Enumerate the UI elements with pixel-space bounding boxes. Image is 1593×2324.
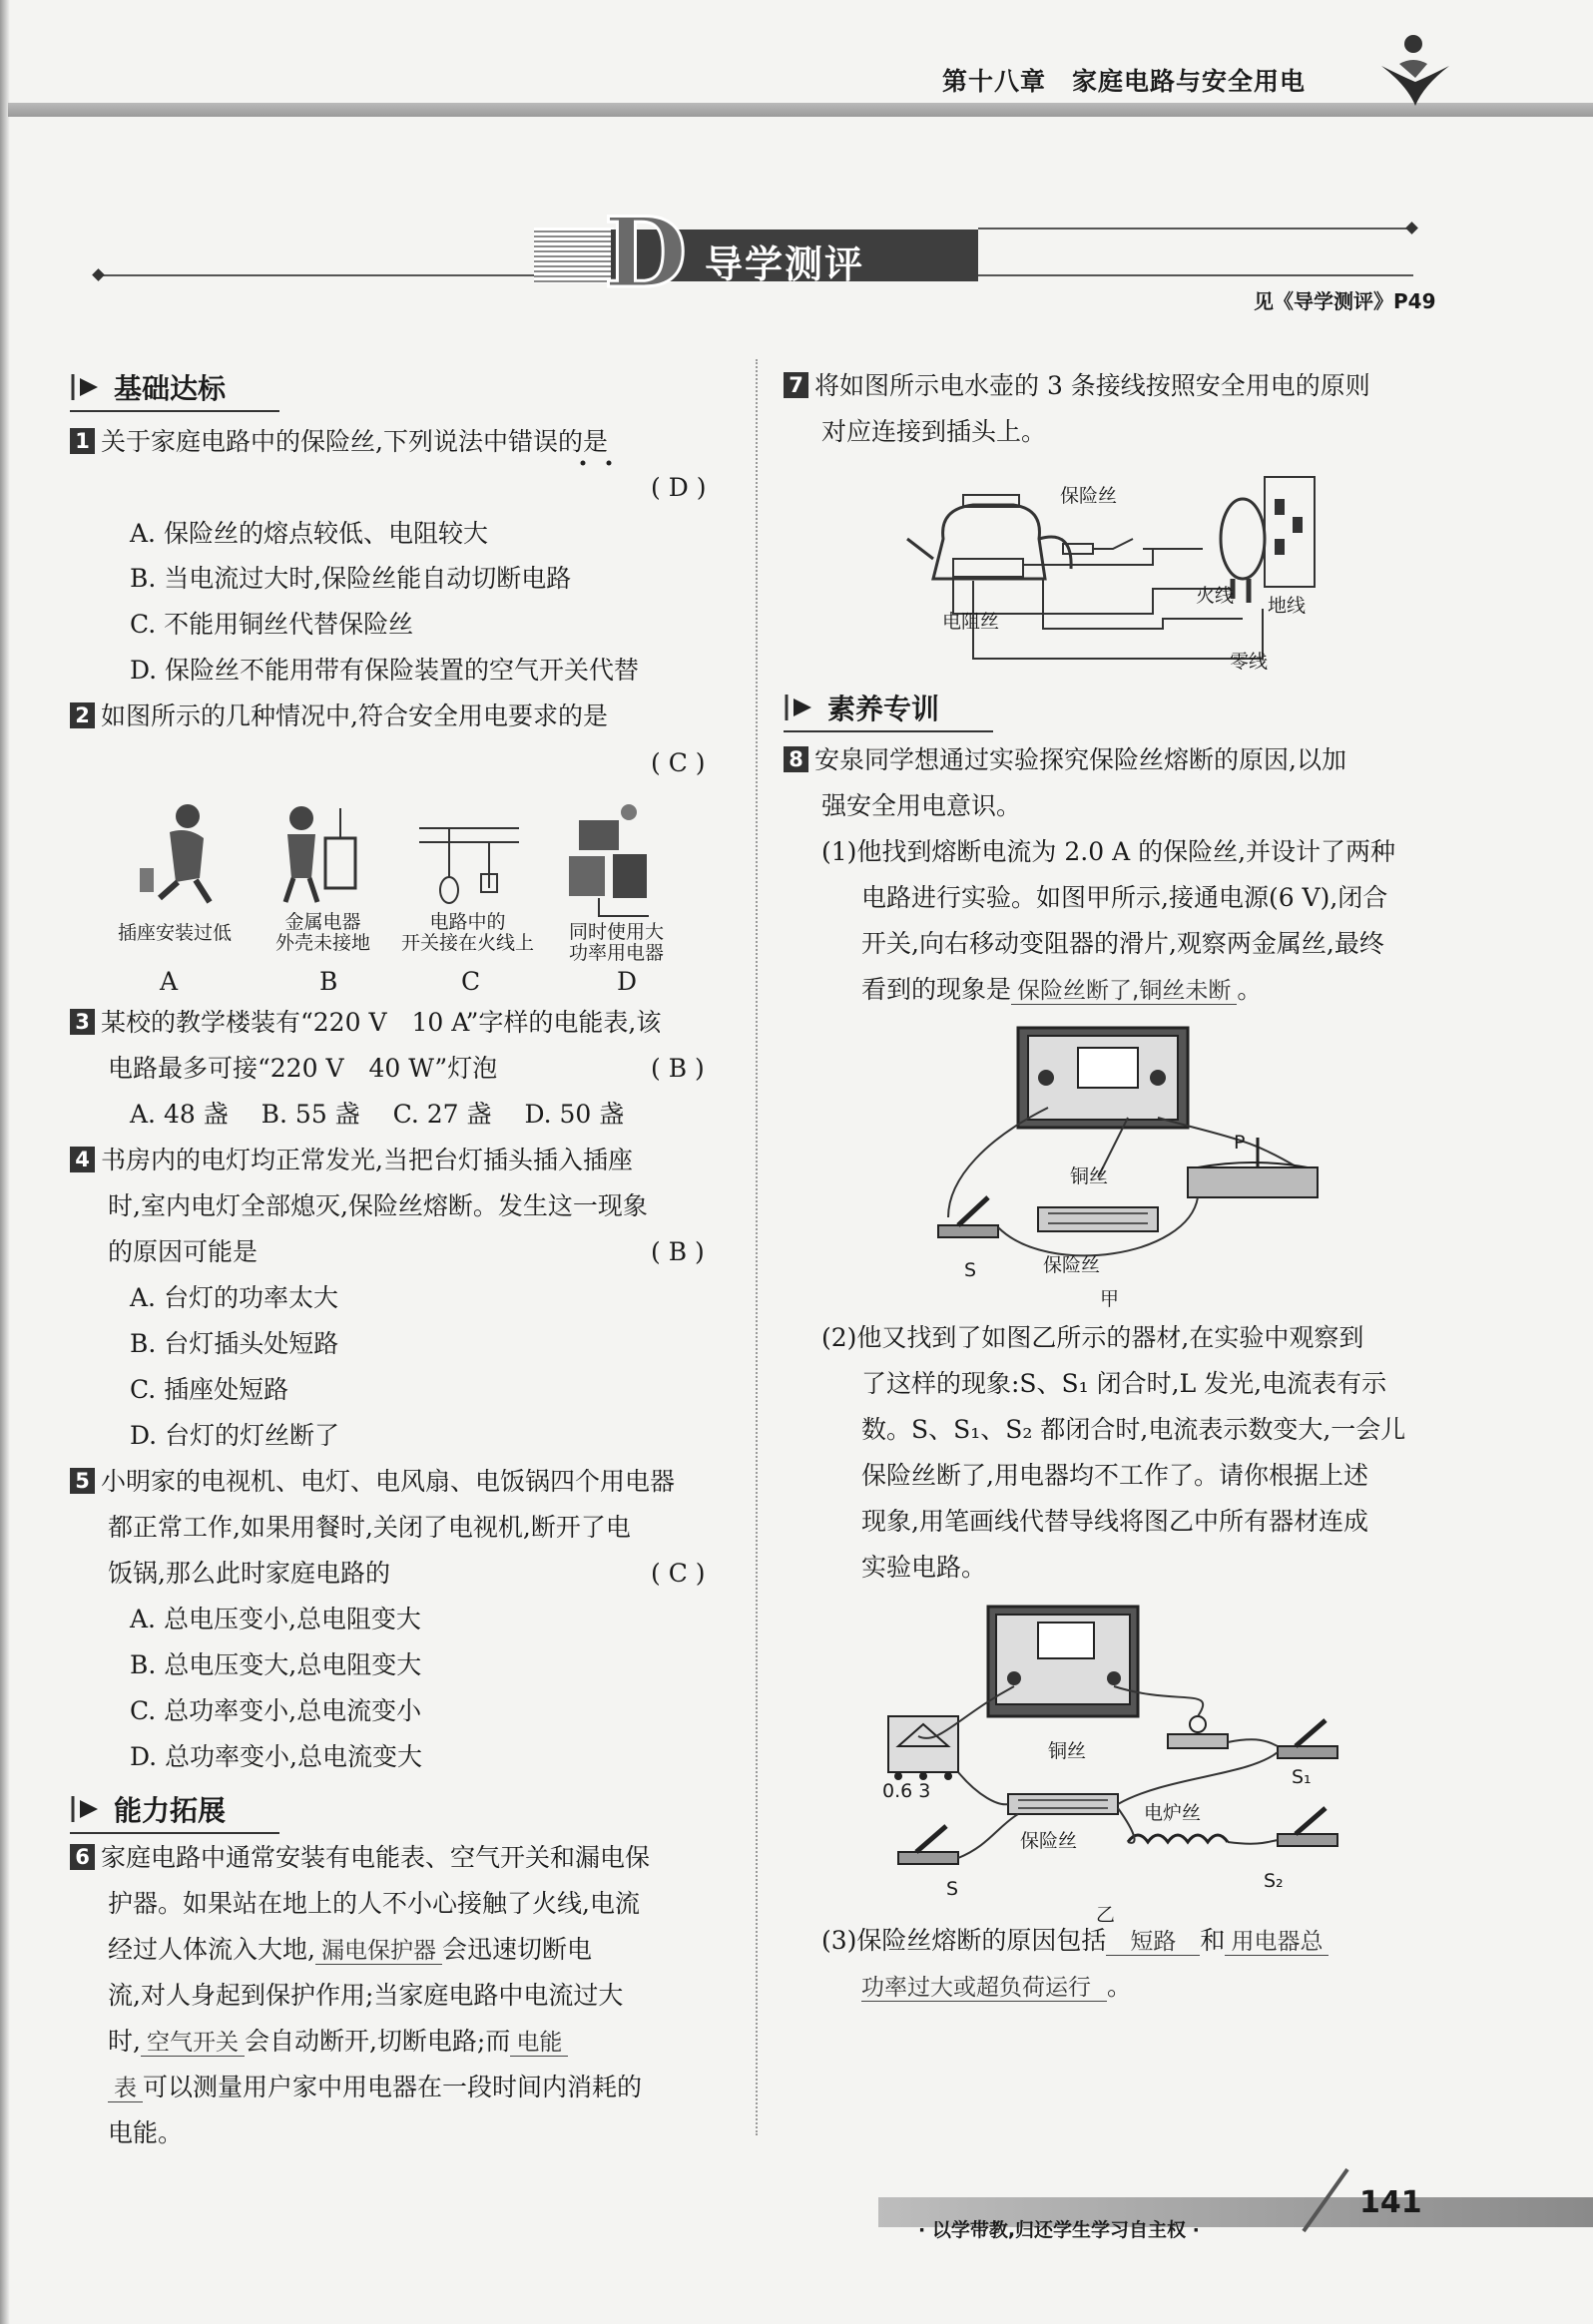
fig2-label-fuse: 保险丝 [1020,1830,1078,1852]
section-title: 素养专训 [827,693,940,725]
footer-slash-decoration [1298,2165,1357,2235]
banner-stripes [534,228,614,283]
section-title: 基础达标 [114,372,227,405]
q2-letter-d: D [617,967,638,996]
fig2-label-switch-s1: S₁ [1292,1766,1312,1788]
label-resistance-wire: 电阻丝 [942,611,1000,633]
emphasis-dots [577,459,617,467]
q6-blank-1: 漏电保护器 [315,1938,442,1965]
q6-line-3 [108,1935,592,1966]
q8-p2-line-1: (2)他又找到了如图乙所示的器材,在实验中观察到 [821,1323,1364,1352]
q6-line-4: 流,对人身起到保护作用;当家庭电路中电流过大 [108,1981,624,2010]
question-text: 小明家的电视机、电灯、电风扇、电饭锅四个用电器 [101,1467,676,1496]
q8-blank-1: 保险丝断了,铜丝未断 [1011,978,1237,1005]
q8-p2-line-2: 了这样的现象:S、S₁ 闭合时,L 发光,电流表有示 [861,1369,1387,1398]
q7-line-1 [784,371,1370,401]
q6-blank-3b: 表 [108,2076,143,2102]
question-number: 7 [784,372,808,398]
q5-line-2: 都正常工作,如果用餐时,关闭了电视机,断开了电 [108,1513,631,1542]
q1-option-a: A. 保险丝的熔点较低、电阻较大 [130,519,488,548]
fig1-label-slider: P [1234,1132,1246,1154]
q1-option-d: D. 保险丝不能用带有保险装置的空气开关代替 [130,656,640,685]
question-text: 家庭电路中通常安装有电能表、空气开关和漏电保 [101,1843,651,1872]
q2-letter-c: C [461,967,481,996]
q2-caption-b: 金属电器 外壳未接地 [275,911,371,954]
question-number: 3 [70,1009,95,1035]
text: 。 [1237,975,1263,1004]
q8-p2-line-4: 保险丝断了,用电器均不工作了。请你根据上述 [861,1461,1368,1490]
q2-figure-illustrations [130,798,689,928]
fig1-label-copper: 铜丝 [1070,1165,1109,1187]
q1-option-b: B. 当电流过大时,保险丝能自动切断电路 [130,564,572,593]
q8-p3-line-2 [861,1972,1132,2003]
arrow-right-icon [784,691,817,724]
q6-line-6 [108,2073,642,2103]
q6-blank-3a: 电能 [510,2030,568,2057]
text: 可以测量用户家中用电器在一段时间内消耗的 [143,2073,643,2101]
fig2-label-ammeter-scale: 0.6 3 [882,1780,931,1802]
q8-p2-line-3: 数。S、S₁、S₂ 都闭合时,电流表示数变大,一会儿 [861,1415,1406,1444]
page-number: 141 [1359,2185,1422,2220]
q4-line-1 [70,1146,633,1175]
q8-p2-line-6: 实验电路。 [861,1553,987,1582]
question-text: 某校的教学楼装有“220 V 10 A”字样的电能表,该 [101,1008,662,1037]
question-number: 4 [70,1147,95,1172]
q5-line-3: 饭锅,那么此时家庭电路的 [108,1559,390,1588]
text: 和 [1200,1926,1226,1955]
section-title: 能力拓展 [114,1794,227,1827]
label-earth-wire: 地线 [1268,595,1307,617]
text: 看到的现象是 [861,975,1012,1004]
q5-answer: ( C ) [651,1559,706,1588]
q2-letter-a: A [160,967,179,996]
q2-caption-d: 同时使用大 功率用电器 [569,921,665,964]
fig2-label-switch-s2: S₂ [1264,1870,1284,1892]
question-number: 2 [70,702,95,728]
q4-line-3: 的原因可能是 [108,1237,259,1266]
q2-caption-a: 插座安装过低 [118,922,233,944]
q3-options: A. 48 盏 B. 55 盏 C. 27 盏 D. 50 盏 [130,1100,625,1129]
banner-title: 导学测评 [705,242,865,286]
text: (3)保险丝熔断的原因包括 [821,1926,1107,1955]
question-number: 1 [70,428,95,454]
text: 会迅速切断电 [441,1935,592,1964]
text: 会自动断开,切断电路;而 [244,2027,511,2056]
q5-option-a: A. 总电压变小,总电阻变大 [130,1605,421,1633]
q8-p1-line-2: 电路进行实验。如图甲所示,接通电源(6 V),闭合 [861,883,1388,912]
fig1-label-fuse: 保险丝 [1043,1254,1101,1276]
page-edge-shadow [0,0,10,2324]
question-text: 如图所示的几种情况中,符合安全用电要求的是 [101,701,608,730]
q6-line-7: 电能。 [108,2118,184,2147]
q4-option-c: C. 插座处短路 [130,1375,289,1404]
q4-line-2: 时,室内电灯全部熄灭,保险丝熔断。发生这一现象 [108,1191,648,1220]
q5-option-d: D. 总功率变小,总电流变大 [130,1742,422,1771]
banner-diamond-right [1405,222,1418,234]
q2-stem [70,701,608,731]
q2-letter-b: B [319,967,338,996]
fig1-label-switch: S [964,1259,977,1281]
ungrounded-appliance-illustration [285,806,355,902]
q4-option-d: D. 台灯的灯丝断了 [130,1421,340,1450]
q8-p3-line-1 [821,1926,1328,1957]
chapter-title: 第十八章 家庭电路与安全用电 [942,67,1307,96]
q8-p2-line-5: 现象,用笔画线代替导线将图乙中所有器材连成 [861,1507,1368,1536]
fig2-caption: 乙 [1096,1904,1116,1926]
fig2-label-heater: 电炉丝 [1144,1802,1202,1824]
q3-line-2: 电路最多可接“220 V 40 W”灯泡 [108,1054,498,1083]
q6-line-5 [108,2027,568,2058]
q8-blank-2: 短路 [1106,1929,1200,1956]
q3-answer: ( B ) [651,1054,705,1083]
q1-answer: ( D ) [651,473,707,502]
figure-jia-circuit [928,1018,1328,1277]
fig1-caption: 甲 [1100,1288,1120,1310]
question-number: 8 [784,746,808,772]
q7-line-2: 对应连接到插头上。 [821,417,1047,446]
section-ability [70,1790,226,1828]
footer-motto: · 以学带教,归还学生学习自主权 · [918,2219,1200,2241]
arrow-right-icon [70,1792,104,1826]
q8-line-1 [784,745,1346,775]
question-number: 6 [70,1844,95,1870]
header-bar [8,103,1593,117]
q5-line-1 [70,1467,675,1497]
banner-end-bar [970,230,976,281]
banner-rule-right [978,228,1411,230]
q5-option-c: C. 总功率变小,总电流变小 [130,1696,422,1725]
q8-blank-3b: 功率过大或超负荷运行 [861,1975,1107,2002]
question-text: 将如图所示电水壶的 3 条接线按照安全用电的原则 [814,371,1370,400]
text: 经过人体流入大地, [108,1935,315,1964]
book-logo-icon [1377,30,1453,110]
section-underline [784,730,993,732]
question-text: 安泉同学想通过实验探究保险丝熔断的原因,以加 [814,745,1346,774]
q6-line-1 [70,1843,650,1873]
socket-low-illustration [140,804,210,902]
text: 时, [108,2027,141,2056]
q8-line-2: 强安全用电意识。 [821,791,1022,820]
q3-line-1 [70,1008,661,1038]
q6-blank-2: 空气开关 [141,2030,245,2057]
high-power-appliances-illustration [569,804,649,916]
q8-blank-3a: 用电器总 [1225,1929,1328,1956]
reference-note: 见《导学测评》P49 [1254,289,1436,313]
q1-stem [70,427,608,457]
arrow-right-icon [70,370,104,404]
banner-diamond-left [92,268,105,281]
q5-option-b: B. 总电压变大,总电阻变大 [130,1650,422,1679]
banner-letter: D [604,197,688,309]
question-text: 书房内的电灯均正常发光,当把台灯插头插入插座 [101,1146,633,1174]
label-fuse: 保险丝 [1060,485,1118,507]
q2-answer: ( C ) [651,748,706,777]
fig2-label-switch-s: S [946,1878,959,1900]
figure-yi-components [878,1597,1357,1896]
q1-option-c: C. 不能用铜丝代替保险丝 [130,610,414,639]
fig2-label-copper: 铜丝 [1048,1740,1087,1762]
section-basic [70,368,226,406]
section-underline [70,1832,279,1834]
q8-p1-line-4 [861,975,1262,1006]
q4-option-b: B. 台灯插头处短路 [130,1329,339,1358]
section-underline [70,410,279,412]
question-number: 5 [70,1468,95,1494]
q4-answer: ( B ) [651,1237,705,1266]
column-divider [756,359,758,2135]
question-text: 关于家庭电路中的保险丝,下列说法中错误的是 [101,427,608,456]
q4-option-a: A. 台灯的功率太大 [130,1283,338,1312]
q2-caption-c: 电路中的 开关接在火线上 [401,911,535,954]
section-literacy [784,689,939,726]
q8-p1-line-3: 开关,向右移动变阻器的滑片,观察两金属丝,最终 [861,929,1384,958]
q6-line-2: 护器。如果站在地上的人不小心接触了火线,电流 [108,1889,640,1918]
q8-p1-line-1: (1)他找到熔断电流为 2.0 A 的保险丝,并设计了两种 [821,837,1396,866]
label-live-wire: 火线 [1196,585,1235,607]
text: 。 [1107,1972,1133,2001]
switch-on-live-wire-illustration [419,828,519,903]
label-neutral-wire: 零线 [1230,651,1269,673]
